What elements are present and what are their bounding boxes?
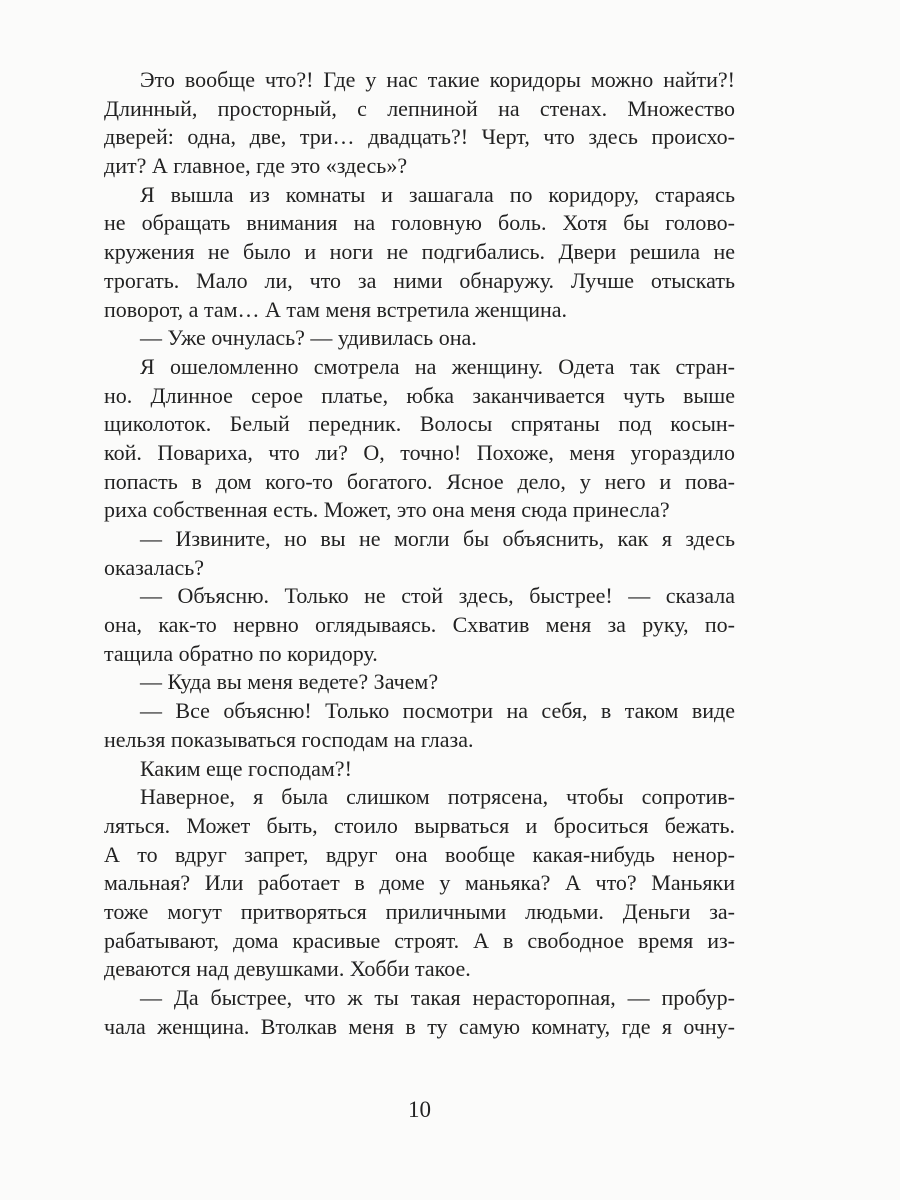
- text-line: кружения не было и ноги не подгибались. Двери решила не: [104, 239, 735, 265]
- text-line: трогать. Мало ли, что за ними обнаружу. Лучше отыскать: [104, 267, 735, 293]
- text-line: Я ошеломленно смотрела на женщину. Одета так стран-: [140, 353, 735, 379]
- text-line: рабатывают, дома красивые строят. А в свободное время из-: [104, 927, 735, 953]
- text-line: оказалась?: [104, 554, 205, 580]
- text-line: не обращать внимания на головную боль. Хотя бы голово-: [104, 210, 735, 236]
- text-line: щиколоток. Белый передник. Волосы спрятаны под косын-: [104, 411, 735, 437]
- text-line: — Извините, но вы не могли бы объяснить, как я здесь: [140, 526, 735, 551]
- text-line: А то вдруг запрет, вдруг она вообще какая-нибудь ненор-: [104, 841, 735, 867]
- text-line: но. Длинное серое платье, юбка заканчивается чуть выше: [104, 382, 735, 408]
- text-line: — Все объясню! Только посмотри на себя, в таком виде: [140, 698, 735, 724]
- text-line: Длинный, просторный, с лепниной на стенах. Множество: [104, 95, 735, 121]
- text-line: нельзя показываться господам на глаза.: [104, 726, 474, 752]
- text-line: Наверное, я была слишком потрясена, чтобы сопротив-: [140, 784, 735, 810]
- text-line: мальная? Или работает в доме у маньяка? А что? Маньяки: [104, 870, 735, 896]
- text-line: деваются над девушками. Хобби такое.: [104, 956, 471, 982]
- text-block: [104, 66, 735, 1041]
- text-line: — Куда вы меня ведете? Зачем?: [140, 669, 439, 695]
- text-line: попасть в дом кого-то богатого. Ясное дело, у него и пова-: [104, 468, 735, 494]
- text-line: Каким еще господам?!: [140, 755, 352, 781]
- text-line: Это вообще что?! Где у нас такие коридоры можно найти?!: [140, 67, 735, 92]
- text-line: тоже могут притворяться приличными людьми. Деньги за-: [104, 898, 735, 924]
- text-line: поворот, а там… А там меня встретила женщина.: [104, 296, 568, 322]
- text-line: — Объясню. Только не стой здесь, быстрее! — сказала: [140, 583, 735, 609]
- text-line: — Уже очнулась? — удивилась она.: [140, 325, 477, 351]
- text-line: тащила обратно по коридору.: [104, 640, 378, 666]
- text-line: риха собственная есть. Может, это она меня сюда принесла?: [104, 497, 670, 523]
- text-line: дит? А главное, где это «здесь»?: [104, 153, 408, 179]
- text-line: ляться. Может быть, стоило вырваться и броситься бежать.: [104, 812, 735, 838]
- text-line: чала женщина. Втолкав меня в ту самую комнату, где я очну-: [104, 1013, 735, 1039]
- text-line: кой. Повариха, что ли? О, точно! Похоже, меня угораздило: [104, 439, 735, 465]
- page-number: 10: [408, 1097, 431, 1122]
- text-line: Я вышла из комнаты и зашагала по коридору, стараясь: [140, 181, 735, 207]
- text-line: — Да быстрее, что ж ты такая нерасторопная, — пробур-: [140, 985, 735, 1010]
- text-line: дверей: одна, две, три… двадцать?! Черт, что здесь происхо-: [104, 124, 735, 150]
- text-line: она, как-то нервно оглядываясь. Схватив меня за руку, по-: [104, 612, 735, 638]
